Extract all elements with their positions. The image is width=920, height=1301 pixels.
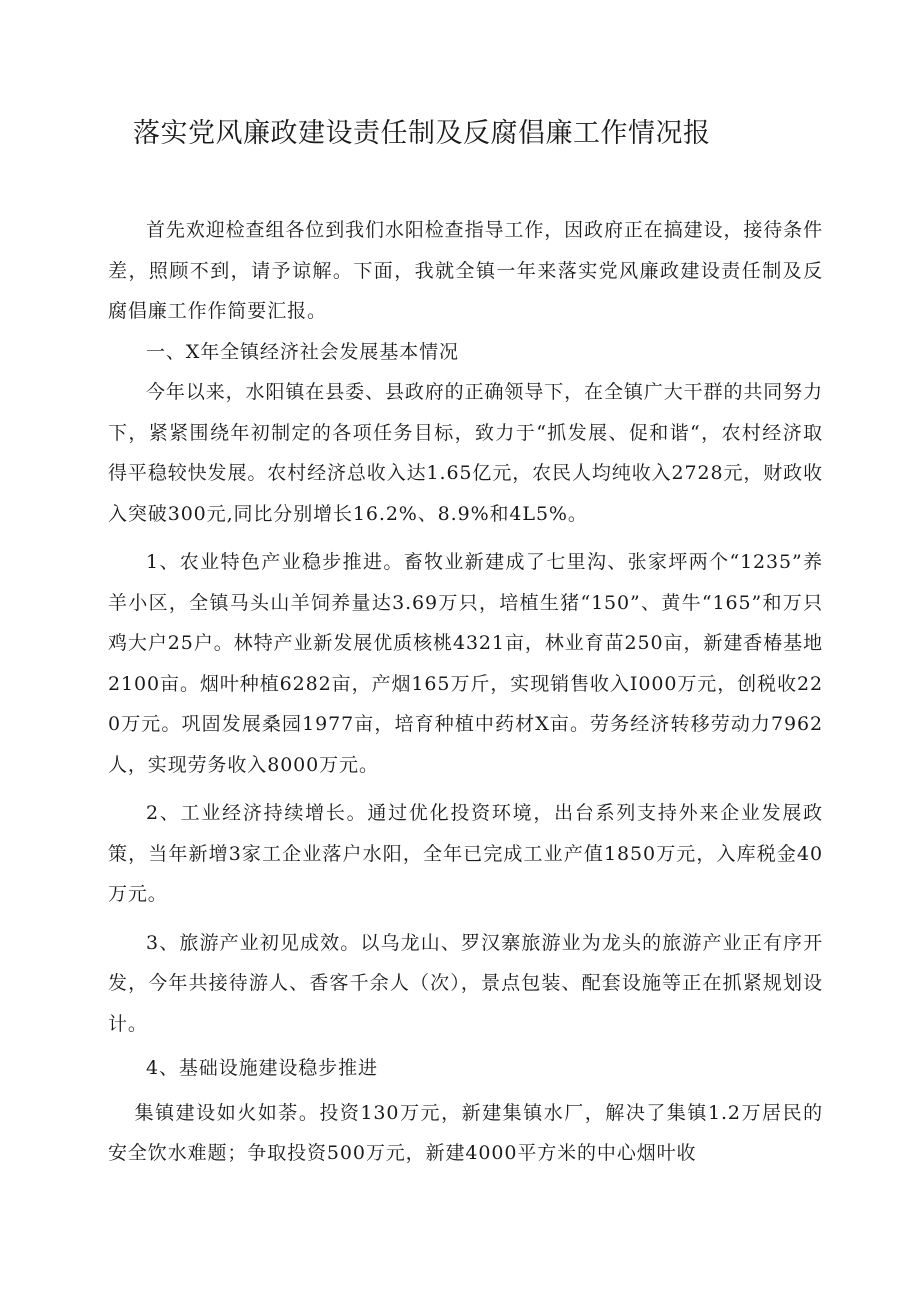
document-body [108, 210, 823, 1174]
paragraph-agriculture: 1、农业特色产业稳步推进。畜牧业新建成了七里沟、张家坪两个“1235”养羊小区，全镇马头山羊饲养量达3.69万只，培植生猪“150”、黄牛“165”和万只鸡大户25户。林特产业新发展优质核桃4321亩，林业育苗250亩，新建香椿基地2100亩。烟叶种植6282亩，产烟165万斤，实现销售收入I000万元，创税收220万元。巩固发展桑园1977亩，培育种植中药材X亩。劳务经济转移劳动力7962人，实现劳务收入8000万元。 [108, 551, 823, 776]
paragraph-overview: 今年以来，水阳镇在县委、县政府的正确领导下，在全镇广大干群的共同努力下，紧紧围绕年初制定的各项任务目标，致力于“抓发展、促和谐“，农村经济取得平稳较快发展。农村经济总收入达1.65亿元，农民人均纯收入2728元，财政收入突破300元,同比分别增长16.2%、8.9%和4L5%。 [108, 381, 823, 525]
section-heading-infrastructure: 4、基础设施建设稳步推进 [146, 1057, 378, 1079]
paragraph-industry: 2、工业经济持续增长。通过优化投资环境，出台系列支持外来企业发展政策，当年新增3家工企业落户水阳，全年已完成工业产值1850万元，入库税金40万元。 [108, 802, 823, 905]
paragraph-intro: 首先欢迎检查组各位到我们水阳检查指导工作，因政府正在搞建设，接待条件差，照顾不到，请予谅解。下面，我就全镇一年来落实党风廉政建设责任制及反腐倡廉工作作简要汇报。 [108, 219, 823, 322]
section-heading-1: 一、X年全镇经济社会发展基本情况 [146, 340, 459, 363]
paragraph-town-construction: 集镇建设如火如荼。投资130万元，新建集镇水厂，解决了集镇1.2万居民的安全饮水难题；争取投资500万元，新建4000平方米的中心烟叶收 [108, 1101, 823, 1164]
paragraph-tourism: 3、旅游产业初见成效。以乌龙山、罗汉寨旅游业为龙头的旅游产业正有序开发，今年共接待游人、香客千余人（次），景点包装、配套设施等正在抓紧规划设计。 [108, 931, 823, 1035]
document-title: 落实党风廉政建设责任制及反腐倡廉工作情况报 [133, 118, 711, 149]
